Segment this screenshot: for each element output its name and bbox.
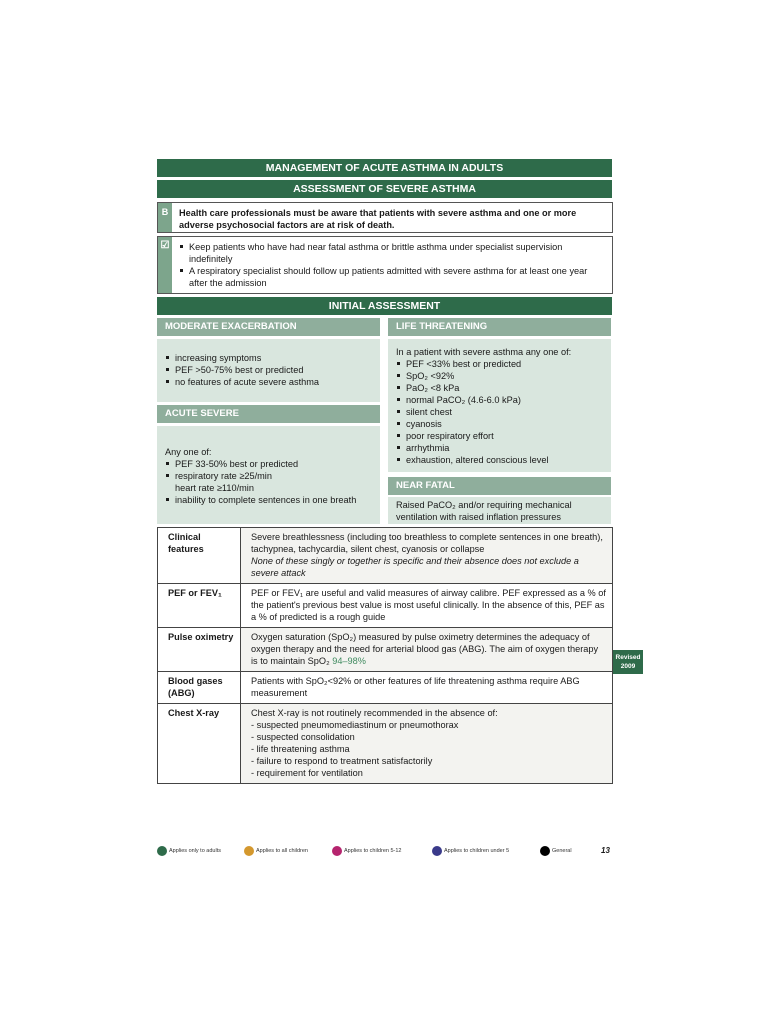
pulse-oximetry-main: Oxygen saturation (SpO₂) measured by pulse oximetry determines the adequacy of oxygen therapy and the need for arterial blood gas (ABG). The aim of oxygen therapy is to maintain SpO₂: [251, 632, 599, 666]
moderate-item: no features of acute severe asthma: [165, 376, 380, 388]
life-threatening-item: silent chest: [396, 406, 611, 418]
black-dot-icon: [540, 846, 550, 856]
life-threatening-item: SpO₂ <92%: [396, 370, 611, 382]
table-row: [158, 628, 613, 672]
chest-xray-text: [241, 704, 613, 784]
acute-severe-intro: Any one of:: [165, 447, 212, 457]
moderate-item: PEF >50-75% best or predicted: [165, 364, 380, 376]
acute-severe-item: inability to complete sentences in one breath: [165, 494, 380, 506]
chest-xray-item: - life threatening asthma: [251, 743, 606, 755]
legend-children-under-5: [432, 846, 509, 856]
near-fatal-heading: NEAR FATAL: [388, 477, 611, 495]
acute-severe-panel: [157, 426, 380, 524]
chest-xray-item: - suspected consolidation: [251, 731, 606, 743]
moderate-heading: MODERATE EXACERBATION: [157, 318, 380, 336]
table-row: [158, 672, 613, 704]
clinical-features-text: [241, 528, 613, 584]
life-threatening-item: PaO₂ <8 kPa: [396, 382, 611, 394]
initial-assessment-bar: INITIAL ASSESSMENT: [157, 297, 612, 315]
clinical-features-note: None of these singly or together is specific and their absence does not exclude a severe attack: [251, 556, 579, 578]
grade-b-box: [157, 202, 613, 233]
near-fatal-text: Raised PaCO₂ and/or requiring mechanical ventilation with raised inflation pressures: [396, 500, 572, 522]
blood-gases-text: Patients with SpO₂<92% or other features of life threatening asthma require ABG measurement: [241, 672, 613, 704]
assessment-table: [157, 527, 613, 784]
legend-label: Applies only to adults: [169, 848, 221, 854]
legend-label: Applies to children under 5: [444, 848, 510, 854]
pef-label: PEF or FEV₁: [158, 584, 241, 628]
checkbox-icon: ☑: [158, 237, 172, 293]
subtitle-bar: ASSESSMENT OF SEVERE ASTHMA: [157, 180, 612, 198]
page-number: 13: [601, 846, 610, 855]
good-practice-item: A respiratory specialist should follow up patients admitted with severe asthma for at least one year after the admission: [179, 265, 590, 289]
revised-badge-line1: Revised: [615, 654, 641, 661]
near-fatal-panel: [388, 497, 611, 524]
grade-b-label: B: [158, 203, 172, 232]
revised-badge: [613, 650, 643, 674]
legend-label: Applies to children 5-12: [344, 848, 402, 854]
acute-severe-item: respiratory rate ≥25/min: [165, 470, 380, 482]
pulse-oximetry-target: 94–98%: [332, 656, 366, 666]
legend-children-5-12: [332, 846, 401, 856]
legend-label: General: [552, 848, 572, 854]
legend-adults: [157, 846, 221, 856]
good-practice-box: [157, 236, 613, 294]
life-threatening-intro: In a patient with severe asthma any one of:: [396, 347, 572, 357]
revised-badge-line2: 2009: [620, 663, 636, 670]
legend-label: Applies to all children: [256, 848, 308, 854]
clinical-features-main: Severe breathlessness (including too breathless to complete sentences in one breath), tachypnea, tachycardia, silent chest, cyanosis or collapse: [251, 532, 603, 554]
life-threatening-item: PEF <33% best or predicted: [396, 358, 611, 370]
clinical-features-label: Clinical features: [158, 528, 241, 584]
orange-dot-icon: [244, 846, 254, 856]
legend-general: [540, 846, 572, 856]
chest-xray-item: - suspected pneumomediastinum or pneumothorax: [251, 719, 606, 731]
moderate-item: increasing symptoms: [165, 352, 380, 364]
life-threatening-item: arrhythmia: [396, 442, 611, 454]
table-row: [158, 528, 613, 584]
life-threatening-item: cyanosis: [396, 418, 611, 430]
table-row: [158, 584, 613, 628]
pef-text: PEF or FEV₁ are useful and valid measures of airway calibre. PEF expressed as a % of the patient's previous best value is most useful clinically. In the absence of this, PEF as a % of predicted is a rough guide: [241, 584, 613, 628]
chest-xray-item: - requirement for ventilation: [251, 767, 606, 779]
chest-xray-label: Chest X-ray: [158, 704, 241, 784]
pulse-oximetry-label: Pulse oximetry: [158, 628, 241, 672]
grade-b-text: Health care professionals must be aware that patients with severe asthma and one or more adverse psychosocial factors are at risk of death.: [179, 208, 577, 230]
purple-dot-icon: [432, 846, 442, 856]
acute-severe-heart-rate: heart rate ≥110/min: [175, 483, 254, 493]
magenta-dot-icon: [332, 846, 342, 856]
table-row: [158, 704, 613, 784]
life-threatening-heading: LIFE THREATENING: [388, 318, 611, 336]
chest-xray-item: - failure to respond to treatment satisfactorily: [251, 755, 606, 767]
green-dot-icon: [157, 846, 167, 856]
acute-severe-heading: ACUTE SEVERE: [157, 405, 380, 423]
good-practice-item: Keep patients who have had near fatal asthma or brittle asthma under specialist supervision indefinitely: [179, 241, 590, 265]
blood-gases-label: Blood gases (ABG): [158, 672, 241, 704]
moderate-panel: [157, 339, 380, 402]
pulse-oximetry-text: [241, 628, 613, 672]
title-bar: MANAGEMENT OF ACUTE ASTHMA IN ADULTS: [157, 159, 612, 177]
chest-xray-intro: Chest X-ray is not routinely recommended in the absence of:: [251, 708, 498, 718]
acute-severe-item: PEF 33-50% best or predicted: [165, 458, 380, 470]
life-threatening-panel: [388, 339, 611, 472]
legend-all-children: [244, 846, 308, 856]
life-threatening-item: normal PaCO₂ (4.6-6.0 kPa): [396, 394, 611, 406]
life-threatening-item: poor respiratory effort: [396, 430, 611, 442]
life-threatening-item: exhaustion, altered conscious level: [396, 454, 611, 466]
